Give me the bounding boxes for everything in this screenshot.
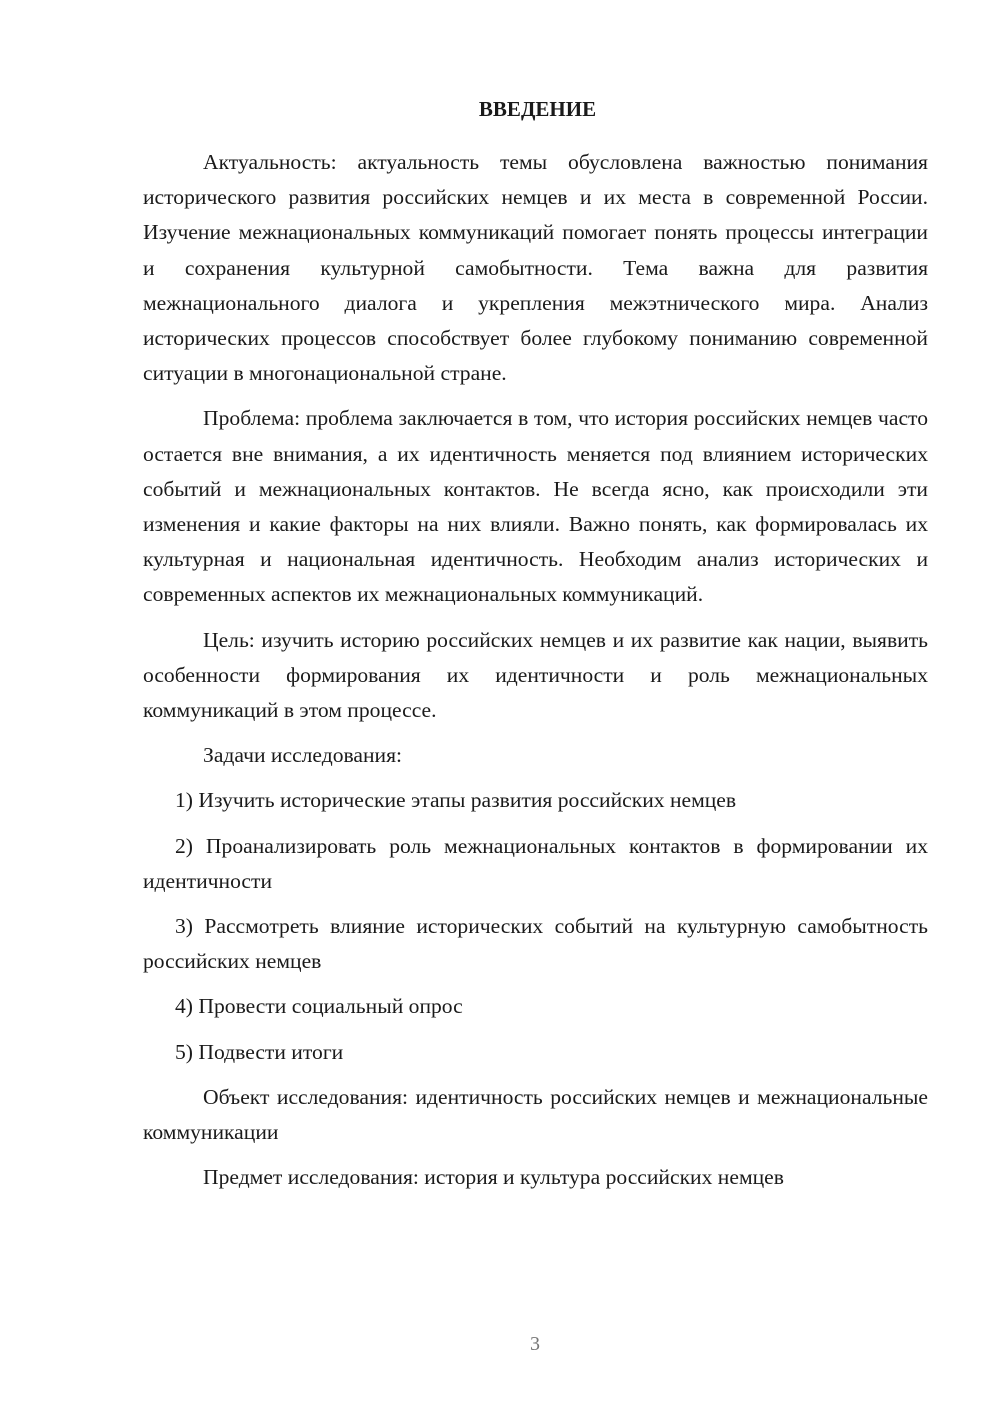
page-number: 3 (530, 1333, 540, 1355)
paragraph-relevance: Актуальность: актуальность темы обусловлена важностью понимания исторического развития российских немцев и их места в современной России. Изучение межнациональных коммуникаций помогает понять процессы интеграции и сохранения культурной самобытности. Тема важна для развития межнационального диалога и укрепления межэтнического мира. Анализ исторических процессов способствует более глубокому пониманию современной ситуации в многонациональной стране. (143, 150, 928, 386)
paragraph-tasks-heading: Задачи исследования: (203, 743, 403, 768)
section-heading: ВВЕДЕНИЕ (478, 97, 597, 121)
task-item-4: 4) Провести социальный опрос (175, 994, 463, 1019)
document-page (143, 92, 928, 1195)
task-item-5: 5) Подвести итоги (175, 1039, 344, 1064)
task-item-3: 3) Рассмотреть влияние исторических событий на культурную самобытность российских немцев (143, 914, 928, 974)
task-item-1: 1) Изучить исторические этапы развития российских немцев (175, 788, 737, 813)
paragraph-goal: Цель: изучить историю российских немцев и их развитие как нации, выявить особенности формирования их идентичности и роль межнациональных коммуникаций в этом процессе. (143, 627, 928, 723)
paragraph-problem: Проблема: проблема заключается в том, что история российских немцев часто остается вне внимания, а их идентичность меняется под влиянием исторических событий и межнациональных контактов. Не всегда ясно, как происходили эти изменения и какие факторы на них влияли. Важно понять, как формировалась их культурная и национальная идентичность. Необходим анализ исторических и современных аспектов их межнациональных коммуникаций. (143, 406, 928, 607)
paragraph-subject: Предмет исследования: история и культура российских немцев (203, 1165, 784, 1190)
paragraph-object: Объект исследования: идентичность российских немцев и межнациональные коммуникации (143, 1084, 928, 1145)
task-item-2: 2) Проанализировать роль межнациональных контактов в формировании их идентичности (143, 833, 928, 893)
